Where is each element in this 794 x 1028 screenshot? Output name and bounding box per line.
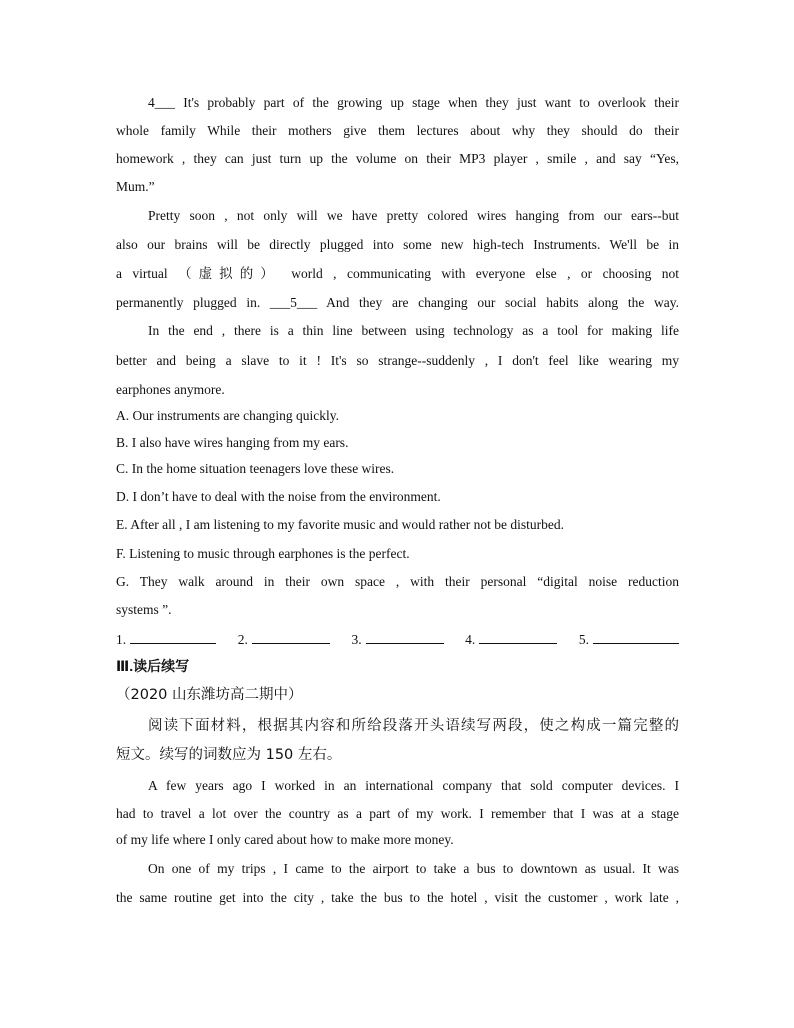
passage-line: earphones anymore. xyxy=(116,382,225,397)
passage-line: also our brains will be directly plugged into some new high-tech Instruments. We'll be in xyxy=(116,237,679,252)
passage-line: 4___ It's probably part of the growing up stage when they just want to overlook their xyxy=(148,95,679,110)
section-heading: Ⅲ.读后续写 xyxy=(116,658,190,674)
option-a: A. Our instruments are changing quickly. xyxy=(116,408,339,423)
option-f: F. Listening to music through earphones is the perfect. xyxy=(116,546,410,561)
passage-line: better and being a slave to it ! It's so strange--suddenly , I don't feel like wearing my xyxy=(116,353,679,368)
answer-blank-2[interactable]: 2. xyxy=(238,629,330,650)
option-g-cont: systems ”. xyxy=(116,602,172,617)
section-source: （2020 山东潍坊高二期中） xyxy=(116,687,303,703)
passage-line: homework , they can just turn up the volume on their MP3 player , smile , and say “Yes, xyxy=(116,151,679,166)
passage-line: In the end , there is a thin line between using technology as a tool for making life xyxy=(148,323,679,338)
answer-blank-1[interactable]: 1. xyxy=(116,629,216,650)
story-line: On one of my trips , I came to the airport to take a bus to downtown as usual. It was xyxy=(148,861,679,876)
passage-line: Mum.” xyxy=(116,179,155,194)
instruction-line: 短文。续写的词数应为 150 左右。 xyxy=(116,747,342,763)
answer-blank-4[interactable]: 4. xyxy=(465,629,557,650)
answer-blank-5[interactable]: 5. xyxy=(579,629,679,650)
passage-line: Pretty soon , not only will we have pretty colored wires hanging from our ears--but xyxy=(148,208,679,223)
option-e: E. After all , I am listening to my favorite music and would rather not be disturbed. xyxy=(116,517,565,532)
story-line: had to travel a lot over the country as a part of my work. I remember that I was at a stage xyxy=(116,806,679,821)
story-line: A few years ago I worked in an international company that sold computer devices. I xyxy=(148,778,679,793)
answer-blank-3[interactable]: 3. xyxy=(351,629,443,650)
option-g: G. They walk around in their own space , with their personal “digital noise reduction xyxy=(116,574,679,589)
story-line: of my life where I only cared about how to make more money. xyxy=(116,832,454,847)
answer-blanks xyxy=(116,629,679,650)
story-line: the same routine get into the city , take the bus to the hotel , visit the customer , work late , xyxy=(116,890,679,905)
passage-line: a virtual （虚拟的） world , communicating with everyone else , or choosing not xyxy=(116,266,679,281)
option-c: C. In the home situation teenagers love these wires. xyxy=(116,461,395,476)
passage-line: permanently plugged in. ___5___ And they are changing our social habits along the way. xyxy=(116,295,679,310)
option-b: B. I also have wires hanging from my ears. xyxy=(116,435,349,450)
passage-line: whole family While their mothers give them lectures about why they should do their xyxy=(116,123,679,138)
option-d: D. I don’t have to deal with the noise from the environment. xyxy=(116,489,441,504)
instruction-line: 阅读下面材料，根据其内容和所给段落开头语续写两段，使之构成一篇完整的 xyxy=(148,718,679,734)
